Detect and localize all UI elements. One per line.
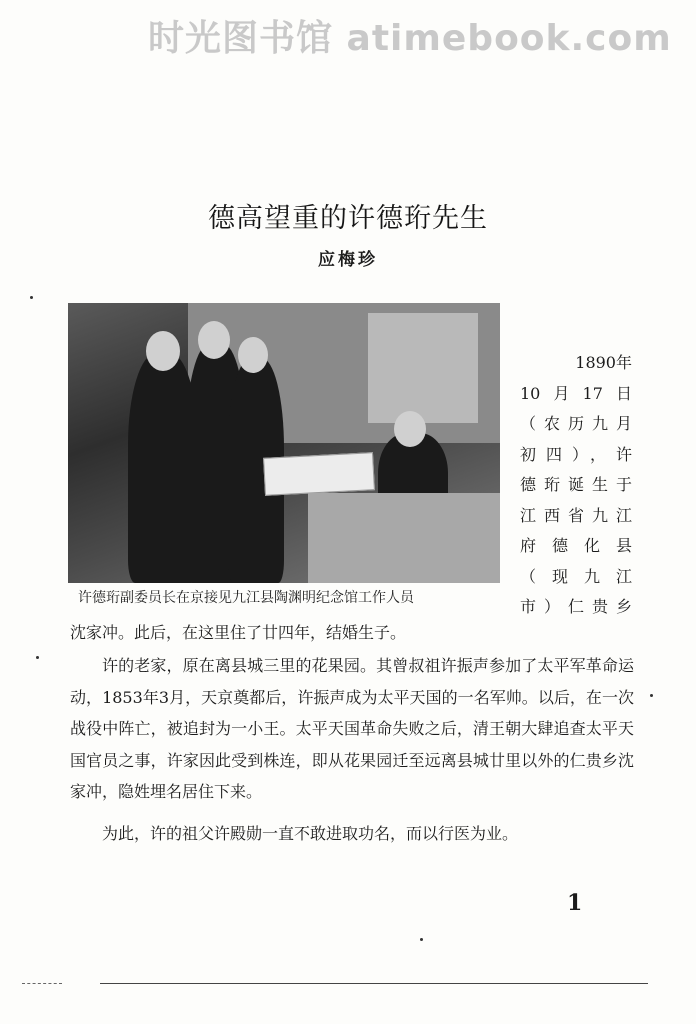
photo-person-head [394, 411, 426, 447]
photo-person-head [238, 337, 268, 373]
side-line: 府德化县 [520, 536, 632, 555]
body-paragraph: 为此，许的祖父许殿勋一直不敢进取功名，而以行医为业。 [102, 824, 519, 843]
side-line: 德珩诞生于 [520, 475, 632, 494]
photo-window [368, 313, 478, 423]
footer-rule-short [22, 983, 62, 984]
side-line: 初四），许 [520, 444, 632, 464]
article-photo [68, 303, 500, 583]
photo-caption: 许德珩副委员长在京接见九江县陶渊明纪念馆工作人员 [78, 590, 414, 606]
side-line: 市）仁贵乡 [520, 597, 632, 616]
photo-desk [308, 493, 500, 583]
photo-sign [263, 452, 375, 496]
photo-person-head [146, 331, 180, 371]
side-column-text [520, 348, 632, 623]
body-paragraph: 许的老家，原在离县城三里的花果园。其曾叔祖许振声参加了太平军革命运动，1853年3月，天京奠都后，许振声成为太平天国的一名军帅。以后，在一次战役中阵亡，被追封为一小王。太平天国革命失败之后，清王朝大肆追查太平天国官员之事，许家因此受到株连，即从花果园迁至远离县城廿里以外的仁贵乡沈家冲，隐姓埋名居住下来。 [70, 656, 634, 801]
side-line: （农历九月 [520, 414, 632, 433]
watermark-text: 时光图书馆 atimebook.com [148, 18, 672, 59]
footer-rule [100, 983, 648, 984]
body-paragraph: 沈家冲。此后，在这里住了廿四年，结婚生子。 [70, 623, 407, 642]
scan-speck [650, 694, 653, 697]
side-line: 江西省九江 [520, 505, 632, 525]
article-author: 应梅珍 [318, 250, 378, 270]
side-line: 1890年 [575, 353, 632, 372]
scan-speck [420, 938, 423, 941]
page-number: 1 [567, 890, 583, 916]
scan-speck [36, 656, 39, 659]
side-line: （现九江 [520, 566, 632, 586]
article-title: 德高望重的许德珩先生 [208, 203, 488, 234]
photo-person-head [198, 321, 230, 359]
side-line: 10月17日 [520, 383, 632, 403]
scan-speck [30, 296, 33, 299]
